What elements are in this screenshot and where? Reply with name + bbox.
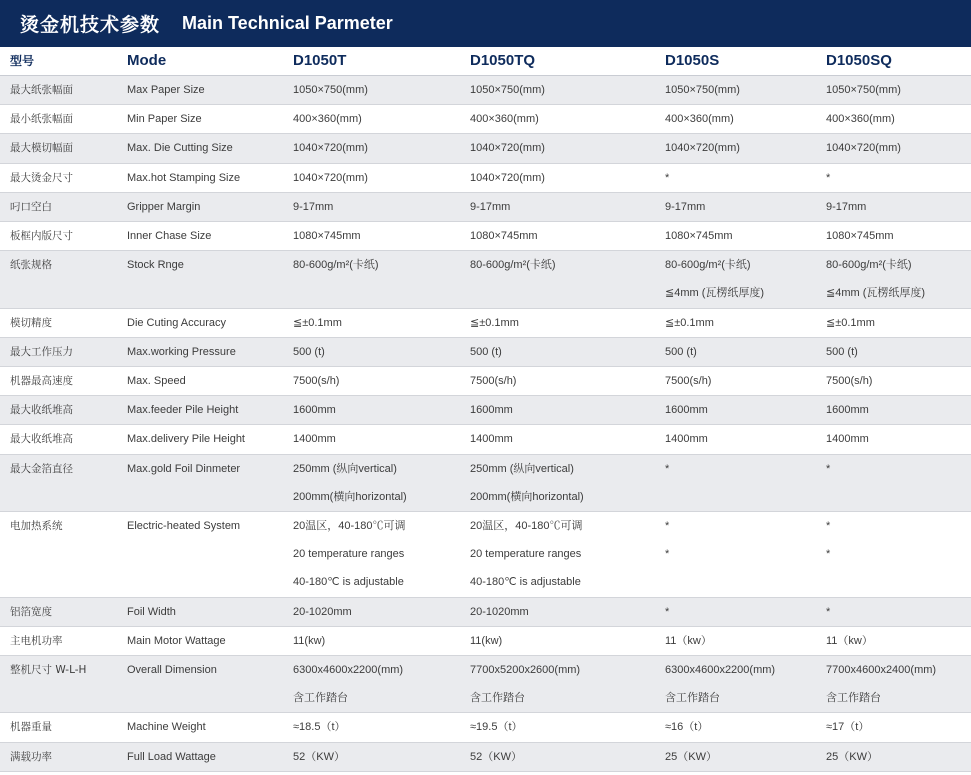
value-line: 7500(s/h) <box>293 375 340 387</box>
table-row <box>0 308 971 337</box>
value-line: ≈19.5（t） <box>470 721 523 734</box>
param-name-en: Machine Weight <box>117 713 283 742</box>
table-row <box>0 396 971 425</box>
value-cell <box>460 222 655 251</box>
value-cell <box>460 76 655 105</box>
column-header: 型号 <box>0 47 117 76</box>
value-line: ≦±0.1mm <box>470 316 519 329</box>
param-name-cn: 模切精度 <box>0 308 117 337</box>
table-row <box>0 425 971 454</box>
table-row <box>0 192 971 221</box>
value-cell <box>283 511 460 597</box>
param-name-cn: 最大收纸堆高 <box>0 425 117 454</box>
param-name-en: Max.delivery Pile Height <box>117 425 283 454</box>
value-line: 52（KW） <box>470 750 522 763</box>
value-cell <box>816 251 971 308</box>
param-name-en: Stock Rnge <box>117 251 283 308</box>
value-cell <box>655 425 816 454</box>
value-line: ≈17（t） <box>826 721 870 734</box>
value-cell <box>283 425 460 454</box>
value-line: 1080×745mm <box>470 230 538 243</box>
value-line: 20 temperature ranges <box>293 548 405 561</box>
value-line: 250mm (纵向vertical) <box>293 462 397 475</box>
param-name-en: Max. Speed <box>117 367 283 396</box>
title-chinese: 烫金机技术参数 <box>20 14 161 36</box>
value-cell <box>655 308 816 337</box>
value-cell <box>655 626 816 655</box>
param-name-cn: 最大纸张幅面 <box>0 76 117 105</box>
value-line: 7700x4600x2400(mm) <box>826 663 937 676</box>
value-cell <box>460 367 655 396</box>
value-cell <box>283 308 460 337</box>
param-name-en: Max.feeder Pile Height <box>117 396 283 425</box>
value-cell <box>816 367 971 396</box>
value-line: 250mm (纵向vertical) <box>470 462 574 475</box>
value-line: 含工作踏台 <box>826 692 881 705</box>
value-cell <box>283 222 460 251</box>
value-line: 1040×720(mm) <box>293 142 368 155</box>
value-line: 20温区，40-180℃可调 <box>293 519 406 532</box>
value-line: 25（KW） <box>826 750 878 763</box>
value-cell <box>816 192 971 221</box>
value-cell <box>283 396 460 425</box>
value-cell <box>655 163 816 192</box>
value-line: ≦±0.1mm <box>665 316 714 329</box>
value-cell <box>283 163 460 192</box>
value-cell <box>816 76 971 105</box>
value-line: 1600mm <box>665 404 708 417</box>
value-line: 1040×720(mm) <box>470 142 545 155</box>
value-line: 500 (t) <box>665 345 697 358</box>
value-cell <box>655 597 816 626</box>
value-line: 1040×720(mm) <box>470 171 545 184</box>
value-line: ≦4mm (瓦楞纸厚度) <box>826 287 926 300</box>
param-name-en: Max. Die Cutting Size <box>117 134 283 163</box>
table-row <box>0 251 971 308</box>
value-cell <box>655 134 816 163</box>
value-cell <box>283 76 460 105</box>
value-cell <box>283 134 460 163</box>
value-cell <box>283 597 460 626</box>
param-name-en: Max.gold Foil Dinmeter <box>117 454 283 511</box>
value-line: ≈16（t） <box>665 721 709 734</box>
param-name-cn: 电加热系统 <box>0 511 117 597</box>
value-line: 含工作踏台 <box>293 692 348 705</box>
value-line: 9-17mm <box>470 200 511 213</box>
param-name-en: Overall Dimension <box>117 655 283 712</box>
value-line: 20温区，40-180℃可调 <box>470 519 583 532</box>
value-cell <box>816 425 971 454</box>
param-name-cn: 整机尺寸 W-L-H <box>0 655 117 712</box>
value-line: 52（KW） <box>293 750 345 763</box>
value-line: 80-600g/m²(卡纸) <box>470 259 556 272</box>
spec-table <box>0 47 971 772</box>
value-line: ≈18.5（t） <box>293 721 346 734</box>
value-line: 80-600g/m²(卡纸) <box>293 259 379 272</box>
value-cell <box>655 742 816 771</box>
param-name-cn: 机器最高速度 <box>0 367 117 396</box>
value-line: 含工作踏台 <box>665 692 720 705</box>
value-line: * <box>826 462 831 475</box>
value-line: * <box>826 519 831 532</box>
value-cell <box>283 251 460 308</box>
value-cell <box>816 742 971 771</box>
value-cell <box>816 308 971 337</box>
value-cell <box>283 655 460 712</box>
value-line: 9-17mm <box>665 200 706 213</box>
value-cell <box>816 655 971 712</box>
value-cell <box>460 626 655 655</box>
value-line: * <box>826 605 831 618</box>
value-cell <box>655 511 816 597</box>
table-row <box>0 626 971 655</box>
value-line: 1040×720(mm) <box>826 142 901 155</box>
value-cell <box>460 655 655 712</box>
value-line: 400×360(mm) <box>826 113 895 126</box>
value-line: 11(kw) <box>470 634 503 647</box>
param-name-cn: 满载功率 <box>0 742 117 771</box>
param-name-en: Electric-heated System <box>117 511 283 597</box>
param-name-cn: 最小纸张幅面 <box>0 105 117 134</box>
value-line: 500 (t) <box>826 345 858 358</box>
value-cell <box>816 105 971 134</box>
column-header: D1050TQ <box>460 47 655 76</box>
value-cell <box>283 626 460 655</box>
value-line: 80-600g/m²(卡纸) <box>826 259 912 272</box>
value-cell <box>655 396 816 425</box>
value-line: * <box>665 605 670 618</box>
param-name-en: Foil Width <box>117 597 283 626</box>
value-cell <box>816 511 971 597</box>
param-name-en: Die Cuting Accuracy <box>117 308 283 337</box>
param-name-cn: 最大收纸堆高 <box>0 396 117 425</box>
table-row <box>0 337 971 366</box>
value-cell <box>816 396 971 425</box>
value-line: 1050×750(mm) <box>293 84 368 96</box>
value-line: 11（kw） <box>826 634 873 647</box>
value-cell <box>460 192 655 221</box>
value-cell <box>460 713 655 742</box>
value-line: 1600mm <box>293 404 336 417</box>
param-name-cn: 机器重量 <box>0 713 117 742</box>
value-cell <box>460 105 655 134</box>
value-line: 11(kw) <box>293 634 326 647</box>
value-line: 80-600g/m²(卡纸) <box>665 259 751 272</box>
table-row <box>0 105 971 134</box>
value-line: 40-180℃ is adjustable <box>293 576 404 589</box>
param-name-en: Max.hot Stamping Size <box>117 163 283 192</box>
param-name-en: Full Load Wattage <box>117 742 283 771</box>
table-row <box>0 742 971 771</box>
value-line: 1040×720(mm) <box>665 142 740 155</box>
value-line: * <box>665 548 670 561</box>
table-row <box>0 511 971 597</box>
value-cell <box>460 396 655 425</box>
value-line: ≦±0.1mm <box>826 316 875 329</box>
value-line: 1050×750(mm) <box>826 84 901 96</box>
value-cell <box>460 337 655 366</box>
value-cell <box>283 192 460 221</box>
value-cell <box>816 163 971 192</box>
table-row <box>0 367 971 396</box>
value-line: 7500(s/h) <box>826 375 873 387</box>
param-name-en: Max.working Pressure <box>117 337 283 366</box>
param-name-cn: 最大烫金尺寸 <box>0 163 117 192</box>
value-cell <box>460 597 655 626</box>
value-cell <box>655 454 816 511</box>
value-cell <box>655 713 816 742</box>
value-cell <box>283 337 460 366</box>
value-line: * <box>665 519 670 532</box>
table-row <box>0 134 971 163</box>
table-row <box>0 655 971 712</box>
value-line: 1400mm <box>665 433 708 446</box>
value-line: * <box>826 171 831 184</box>
table-row <box>0 163 971 192</box>
table-row <box>0 597 971 626</box>
param-name-cn: 纸张规格 <box>0 251 117 308</box>
value-cell <box>655 76 816 105</box>
value-cell <box>283 713 460 742</box>
value-line: * <box>665 171 670 184</box>
param-name-cn: 铝箔宽度 <box>0 597 117 626</box>
value-cell <box>816 713 971 742</box>
value-cell <box>283 742 460 771</box>
param-name-en: Max Paper Size <box>117 76 283 105</box>
value-cell <box>816 454 971 511</box>
column-header: D1050S <box>655 47 816 76</box>
value-line: 40-180℃ is adjustable <box>470 576 581 589</box>
table-row <box>0 713 971 742</box>
param-name-cn: 板框内版尺寸 <box>0 222 117 251</box>
value-cell <box>460 742 655 771</box>
param-name-cn: 最大工作压力 <box>0 337 117 366</box>
value-cell <box>460 251 655 308</box>
value-line: 7500(s/h) <box>665 375 712 387</box>
value-line: 1050×750(mm) <box>470 84 545 96</box>
value-cell <box>655 367 816 396</box>
param-name-en: Inner Chase Size <box>117 222 283 251</box>
column-header: D1050SQ <box>816 47 971 76</box>
value-line: 7500(s/h) <box>470 375 517 387</box>
param-name-cn: 叼口空白 <box>0 192 117 221</box>
value-line: 1040×720(mm) <box>293 171 368 184</box>
value-line: 200mm(横向horizontal) <box>470 490 584 503</box>
value-line: 20-1020mm <box>293 605 352 618</box>
value-cell <box>816 626 971 655</box>
value-line: 1080×745mm <box>826 230 894 243</box>
value-cell <box>283 105 460 134</box>
value-line: 1080×745mm <box>293 230 361 243</box>
value-line: 含工作踏台 <box>470 692 525 705</box>
value-line: 9-17mm <box>293 200 334 213</box>
column-header: D1050T <box>283 47 460 76</box>
value-line: 1080×745mm <box>665 230 733 243</box>
value-cell <box>655 222 816 251</box>
param-name-cn: 最大模切幅面 <box>0 134 117 163</box>
value-cell <box>816 222 971 251</box>
column-header: Mode <box>117 47 283 76</box>
value-cell <box>283 454 460 511</box>
value-line: 11（kw） <box>665 634 712 647</box>
table-row <box>0 76 971 105</box>
value-line: 1400mm <box>470 433 513 446</box>
value-line: 7700x5200x2600(mm) <box>470 663 581 676</box>
value-cell <box>655 251 816 308</box>
value-line: ≦4mm (瓦楞纸厚度) <box>665 287 765 300</box>
value-cell <box>460 163 655 192</box>
value-line: 400×360(mm) <box>665 113 734 126</box>
title-english: Main Technical Parmeter <box>182 13 393 33</box>
value-cell <box>460 511 655 597</box>
param-name-en: Gripper Margin <box>117 192 283 221</box>
param-name-cn: 最大金箔直径 <box>0 454 117 511</box>
value-line: 200mm(横向horizontal) <box>293 490 407 503</box>
value-cell <box>460 308 655 337</box>
value-line: 500 (t) <box>293 345 325 358</box>
table-header-row <box>0 47 971 76</box>
value-line: 1400mm <box>826 433 869 446</box>
value-line: 20-1020mm <box>470 605 529 618</box>
value-line: ≦±0.1mm <box>293 316 342 329</box>
value-line: 1050×750(mm) <box>665 84 740 96</box>
value-line: 400×360(mm) <box>293 113 362 126</box>
value-line: 1400mm <box>293 433 336 446</box>
param-name-en: Main Motor Wattage <box>117 626 283 655</box>
param-name-en: Min Paper Size <box>117 105 283 134</box>
value-cell <box>655 192 816 221</box>
table-row <box>0 222 971 251</box>
value-cell <box>816 597 971 626</box>
value-cell <box>460 134 655 163</box>
value-line: 9-17mm <box>826 200 867 213</box>
value-cell <box>655 105 816 134</box>
value-cell <box>655 337 816 366</box>
value-cell <box>655 655 816 712</box>
value-line: 500 (t) <box>470 345 502 358</box>
value-line: 6300x4600x2200(mm) <box>665 663 776 676</box>
table-row <box>0 454 971 511</box>
value-cell <box>460 454 655 511</box>
page-header <box>0 0 971 47</box>
value-line: 1600mm <box>826 404 869 417</box>
value-line: 1600mm <box>470 404 513 417</box>
param-name-cn: 主电机功率 <box>0 626 117 655</box>
value-cell <box>283 367 460 396</box>
value-line: 20 temperature ranges <box>470 548 582 561</box>
value-cell <box>816 337 971 366</box>
value-line: 400×360(mm) <box>470 113 539 126</box>
value-line: 25（KW） <box>665 750 717 763</box>
value-cell <box>816 134 971 163</box>
value-cell <box>460 425 655 454</box>
value-line: * <box>826 548 831 561</box>
value-line: * <box>665 462 670 475</box>
value-line: 6300x4600x2200(mm) <box>293 663 404 676</box>
